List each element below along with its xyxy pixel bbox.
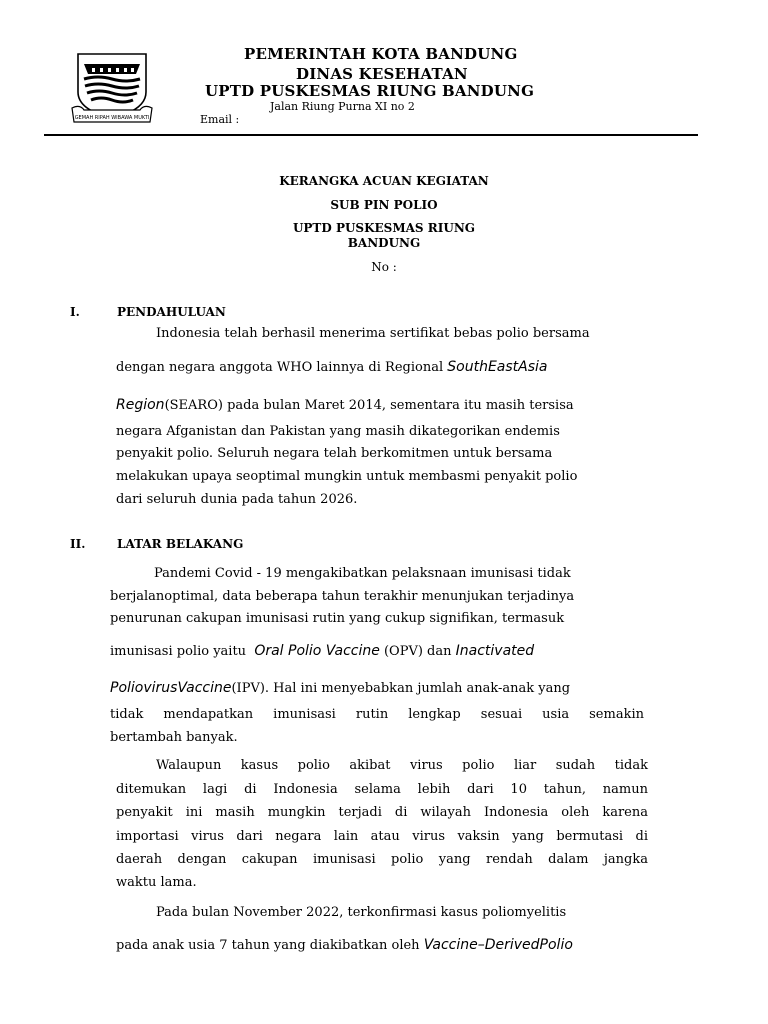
header-unit: UPTD PUSKESMAS RIUNG BANDUNG: [205, 82, 535, 100]
section-2-heading: LATAR BELAKANG: [117, 537, 244, 551]
header-email-label: Email :: [200, 113, 240, 126]
section-2-line: berjalanoptimal, data beberapa tahun terakhir menunjukan terjadinya: [110, 589, 575, 604]
section-2-line: tidak mendapatkan imunisasi rutin lengkap sesuai usia semakin: [110, 707, 644, 722]
city-logo: [68, 52, 156, 126]
section-2-line: bertambah banyak.: [110, 730, 238, 745]
section-1-number: I.: [70, 305, 80, 319]
doc-title-line1: KERANGKA ACUAN KEGIATAN: [279, 174, 489, 188]
header-divider: [44, 134, 698, 136]
section-2-line: Walaupun kasus polio akibat virus polio liar sudah tidak: [156, 758, 648, 773]
section-2-line: importasi virus dari negara lain atau virus vaksin yang bermutasi di: [116, 829, 648, 844]
section-1-line: penyakit polio. Seluruh negara telah berkomitmen untuk bersama: [116, 446, 553, 461]
section-2-line: penurunan cakupan imunisasi rutin yang cukup signifikan, termasuk: [110, 611, 565, 626]
section-1-line: Indonesia telah berhasil menerima sertifikat bebas polio bersama: [156, 326, 590, 341]
section-1-line: dari seluruh dunia pada tahun 2026.: [116, 492, 358, 507]
header-government: PEMERINTAH KOTA BANDUNG: [244, 45, 518, 63]
header-address: Jalan Riung Purna XI no 2: [270, 100, 415, 113]
logo-motto-text: GEMAH RIPAH WIBAWA MUKTI: [74, 115, 150, 121]
doc-number-label: No :: [371, 260, 397, 274]
section-2-line: imunisasi polio yaitu Oral Polio Vaccine (OPV) dan Inactivated: [110, 643, 535, 659]
section-2-line: penyakit ini masih mungkin terjadi di wilayah Indonesia oleh karena: [116, 805, 648, 820]
section-1-line: negara Afganistan dan Pakistan yang masih dikategorikan endemis: [116, 424, 560, 439]
section-2-line: Pandemi Covid - 19 mengakibatkan pelaksnaan imunisasi tidak: [154, 566, 571, 581]
section-2-line: pada anak usia 7 tahun yang diakibatkan oleh Vaccine–DerivedPolio: [116, 937, 573, 953]
doc-title-line4: BANDUNG: [347, 236, 421, 250]
section-1-heading: PENDAHULUAN: [117, 305, 226, 319]
section-1-line: dengan negara anggota WHO lainnya di Regional SouthEastAsia: [116, 359, 548, 375]
section-2-line: waktu lama.: [116, 875, 197, 890]
section-2-number: II.: [70, 537, 86, 551]
section-1-line: Region(SEARO) pada bulan Maret 2014, sementara itu masih tersisa: [116, 397, 574, 413]
section-1-line: melakukan upaya seoptimal mungkin untuk membasmi penyakit polio: [116, 469, 578, 484]
section-2-line: daerah dengan cakupan imunisasi polio yang rendah dalam jangka: [116, 852, 648, 867]
doc-title-line2: SUB PIN POLIO: [330, 198, 438, 212]
doc-title-line3: UPTD PUSKESMAS RIUNG: [292, 221, 476, 235]
header-department: DINAS KESEHATAN: [296, 65, 468, 83]
section-2-line: Pada bulan November 2022, terkonfirmasi kasus poliomyelitis: [156, 905, 567, 920]
section-2-line: ditemukan lagi di Indonesia selama lebih dari 10 tahun, namun: [116, 782, 648, 797]
section-2-line: PoliovirusVaccine(IPV). Hal ini menyebabkan jumlah anak-anak yang: [110, 680, 571, 696]
